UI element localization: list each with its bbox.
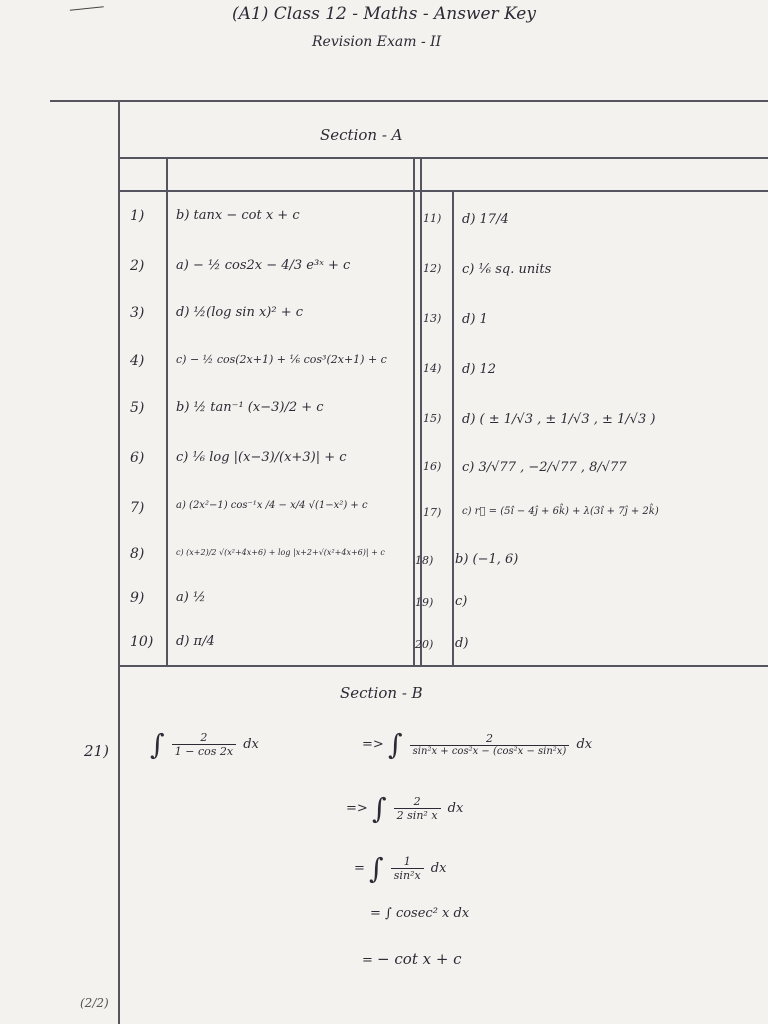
q13-answer: d) 1	[462, 312, 488, 327]
q4-num: 4)	[130, 353, 145, 369]
q21-step2: => ∫ $\frac{2}{\text{2 sin² x}}$ dx	[346, 792, 464, 825]
q15-num: 15)	[423, 412, 442, 425]
header-rule-1	[118, 157, 768, 159]
q4-answer: c) − ½ cos(2x+1) + ⅙ cos³(2x+1) + c	[176, 353, 387, 366]
q6-num: 6)	[130, 450, 145, 466]
q18-answer: b) (−1, 6)	[455, 552, 519, 567]
page-title: (A1) Class 12 - Maths - Answer Key	[232, 4, 536, 24]
q13-num: 13)	[423, 312, 442, 325]
q6-answer: c) ⅙ log |(x−3)/(x+3)| + c	[176, 450, 347, 465]
q2-answer: a) − ½ cos2x − 4/3 e³ˣ + c	[176, 258, 351, 273]
q14-answer: d) 12	[462, 362, 497, 377]
q7-answer: a) (2x²−1) cos⁻¹x /4 − x/4 √(1−x²) + c	[176, 500, 368, 511]
q2-num: 2)	[130, 258, 145, 274]
q1-num: 1)	[130, 208, 145, 224]
q17-answer: c) r⃗ = (5î − 4ĵ + 6k̂) + λ(3î + 7ĵ + 2k̂)	[462, 506, 659, 517]
q21-integral	[150, 728, 259, 761]
q5-num: 5)	[130, 400, 145, 416]
q1-answer: b) tanx − cot x + c	[176, 208, 300, 223]
q21-step1: => ∫ $\frac{2}{\text{sin²x + cos²x − (cos²x − sin²x)}}$ dx	[362, 728, 593, 761]
page-corner-mark: (2/2)	[80, 996, 109, 1010]
q21-num: 21)	[84, 742, 109, 760]
col-divider-right	[452, 190, 454, 665]
q7-num: 7)	[130, 500, 145, 516]
q10-num: 10)	[130, 634, 154, 650]
q10-answer: d) π/4	[176, 634, 215, 649]
section-b-title: Section - B	[340, 684, 423, 702]
q11-num: 11)	[423, 212, 442, 225]
q8-answer: c) (x+2)/2 √(x²+4x+6) + log |x+2+√(x²+4x+6)| + c	[176, 548, 385, 557]
q15-answer: d) ( ± 1/√3 , ± 1/√3 , ± 1/√3 )	[462, 412, 656, 427]
margin-line	[118, 100, 120, 1024]
pencil-mark	[70, 6, 104, 15]
q8-num: 8)	[130, 546, 145, 562]
q12-answer: c) ⅙ sq. units	[462, 262, 552, 277]
table-bottom-rule	[118, 665, 768, 667]
integral-sign: ∫	[150, 728, 165, 761]
q21-step5: = − cot x + c	[362, 950, 462, 968]
integral-sign: ∫	[369, 852, 384, 885]
q19-num: 19)	[415, 596, 434, 609]
q20-answer: d)	[455, 636, 469, 651]
q5-answer: b) ½ tan⁻¹ (x−3)/2 + c	[176, 400, 324, 415]
col-divider-mid-2	[420, 157, 422, 665]
col-divider-mid-1	[413, 157, 415, 665]
q18-num: 18)	[415, 554, 434, 567]
q19-answer: c)	[455, 594, 468, 609]
q12-num: 12)	[423, 262, 442, 275]
page-subtitle: Revision Exam - II	[312, 34, 442, 50]
q21-fraction: $\frac{2}{1 - \cos 2x}$	[172, 731, 236, 758]
section-a-title: Section - A	[320, 126, 403, 144]
q20-num: 20)	[415, 638, 434, 651]
q21-dx: dx	[243, 737, 259, 752]
q16-answer: c) 3/√77 , −2/√77 , 8/√77	[462, 460, 627, 475]
q17-num: 17)	[423, 506, 442, 519]
top-rule	[50, 100, 768, 102]
q9-num: 9)	[130, 590, 145, 606]
q11-answer: d) 17/4	[462, 212, 509, 227]
q16-num: 16)	[423, 460, 442, 473]
integral-sign: ∫	[371, 792, 387, 825]
col-divider-left	[166, 157, 168, 665]
q21-step4: = ∫ cosec² x dx	[370, 906, 470, 921]
q21-step3: = ∫ $\frac{1}{\text{sin²x}}$ dx	[354, 852, 447, 885]
q3-answer: d) ½(log sin x)² + c	[176, 305, 304, 320]
integral-sign: ∫	[387, 728, 403, 761]
q14-num: 14)	[423, 362, 442, 375]
q3-num: 3)	[130, 305, 145, 321]
q9-answer: a) ½	[176, 590, 206, 605]
header-rule-2	[118, 190, 768, 192]
